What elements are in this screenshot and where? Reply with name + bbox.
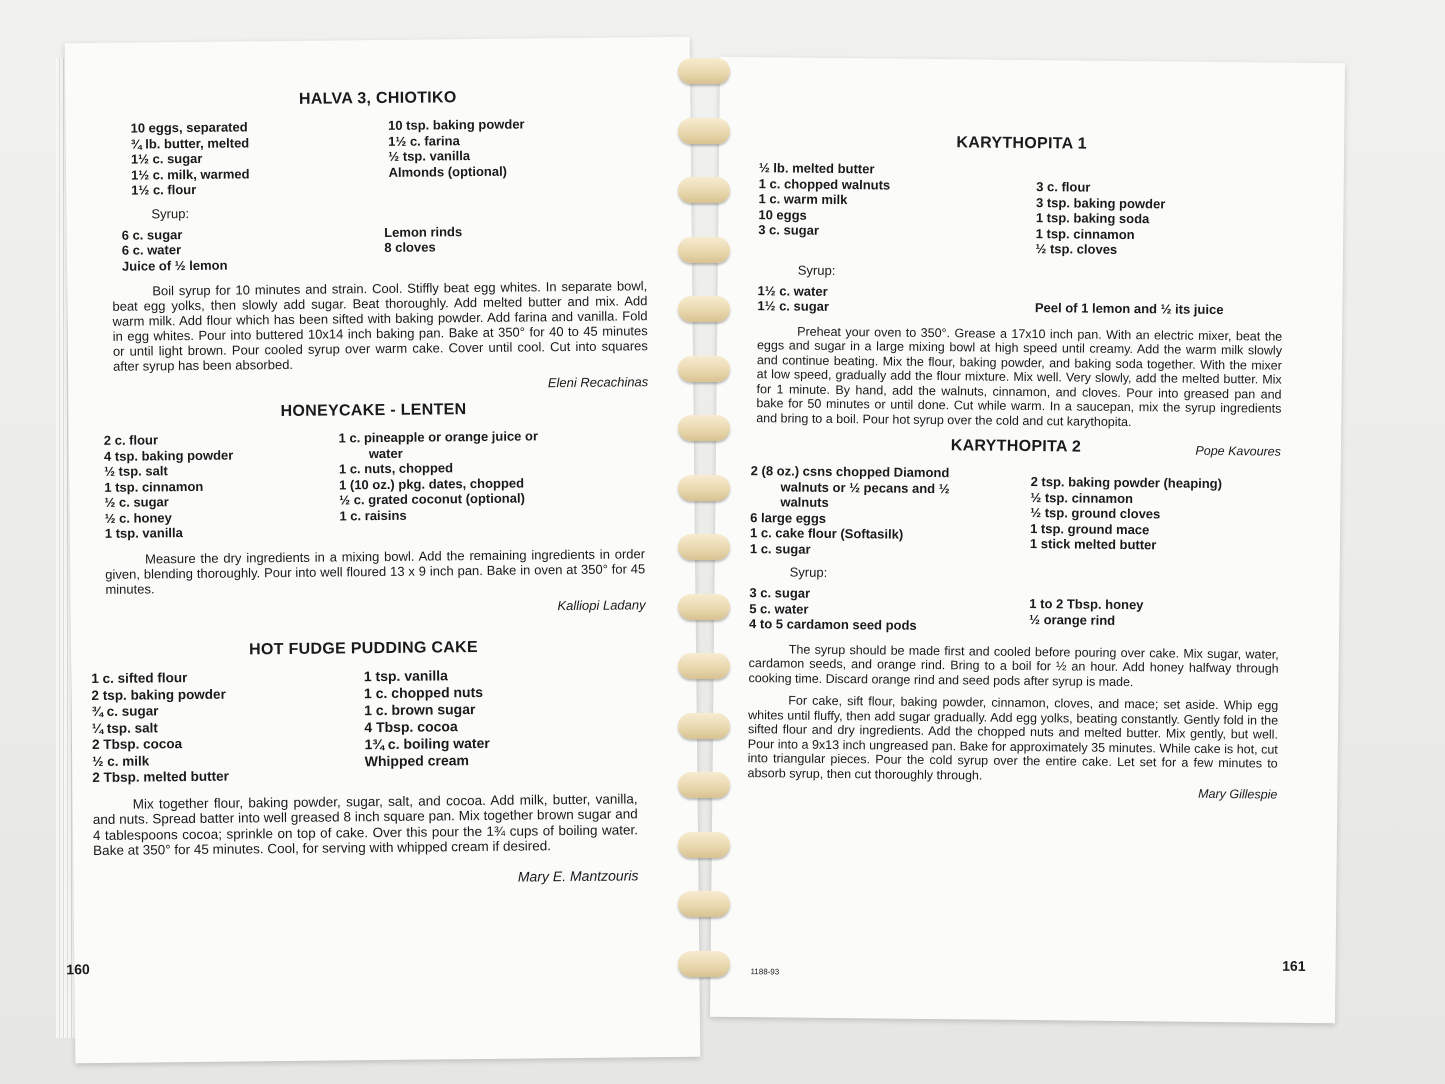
ingredient: 4 Tbsp. cocoa [364, 718, 458, 736]
syrup-ingredients [112, 222, 647, 274]
ingredient: 8 cloves [384, 239, 436, 255]
ingredient: 1 tsp. ground mace [1030, 520, 1150, 537]
recipe-title: HALVA 3, CHIOTIKO [298, 89, 457, 108]
ingredient: 1¾ c. boiling water [364, 734, 490, 753]
syrup-right [1005, 285, 1283, 319]
ingredient: 1 c. sugar [749, 540, 811, 557]
ingredient: 3 tsp. baking powder [1035, 194, 1166, 211]
recipe-halva [110, 87, 648, 395]
binding-coil [678, 713, 730, 739]
ingredients-right [339, 427, 645, 539]
syrup-left [757, 283, 1005, 317]
ingredient: 4 tsp. baking powder [103, 447, 234, 464]
ingredient: ½ tsp. salt [104, 463, 168, 479]
instructions: For cake, sift flour, baking powder, cinnamon, cloves, and mace; set aside. Whip egg whites until fluffy, then add sugar gradually. Add egg yolks, beating constantly. Gently fold in the sifted flour and dry ingredients. Add the chopped nuts and melted butter. Mix gently, but well. Pour into a 9x13 inch ungreased pan. Bake for approximately 35 minutes. While cake is hot, cut into triangular pieces. Pour the cold syrup over the entire cake. Let set for a few minutes to absorb syrup, then cut thoroughly through. [747, 693, 1279, 783]
recipe-title: KARYTHOPITA 2 [950, 437, 1082, 456]
ingredient: 1 tsp. baking soda [1035, 210, 1150, 227]
page-number: 161 [1282, 957, 1306, 974]
ingredient: 1 tsp. vanilla [363, 667, 448, 685]
ingredient: Juice of ½ lemon [121, 257, 228, 274]
recipe-author: Mary Gillespie [1198, 786, 1278, 802]
ingredients-left [110, 118, 388, 198]
ingredient: 10 eggs, separated [130, 119, 248, 136]
ingredient: 2 (8 oz.) csns chopped Diamond [750, 463, 950, 481]
ingredient: 3 c. sugar [758, 222, 820, 238]
ingredient: 1½ c. water [757, 282, 828, 299]
ingredient: 1 to 2 Tbsp. honey [1029, 596, 1144, 613]
ingredient: 2 Tbsp. melted butter [92, 768, 229, 786]
recipe-author: Mary E. Mantzouris [517, 866, 639, 885]
ingredient: 5 c. water [749, 600, 809, 617]
syrup-right [999, 588, 1279, 637]
binding-coil [678, 832, 730, 858]
ingredients [750, 463, 1281, 562]
ingredient: 2 tsp. baking powder [91, 686, 226, 703]
ingredient: 1 c. nuts, chopped [338, 460, 454, 477]
ingredient: 3 c. flour [1036, 179, 1091, 195]
ingredient: 1 c. pineapple or orange juice or [338, 428, 539, 446]
ingredient: ½ tsp. cloves [1035, 241, 1118, 257]
ingredient: ½ tsp. cinnamon [1030, 489, 1134, 506]
ingredient: 3 c. sugar [749, 585, 811, 601]
ingredient: 1 stick melted butter [1029, 536, 1157, 553]
binding-coil [678, 891, 730, 917]
recipe-title: HOT FUDGE PUDDING CAKE [249, 639, 479, 659]
ingredients [110, 115, 646, 198]
syrup-ingredients [757, 283, 1282, 319]
ingredient: 1 c. brown sugar [364, 701, 476, 719]
binding-coil [678, 237, 730, 263]
ingredients-left [750, 463, 1001, 559]
ingredient: 1 tsp. vanilla [104, 525, 183, 541]
syrup-label: Syrup: [797, 262, 836, 278]
ingredient: walnuts [780, 494, 829, 510]
binding-coil [678, 772, 730, 798]
binding-coil [678, 118, 730, 144]
ingredient: 1 c. chopped walnuts [758, 175, 891, 193]
binding-coil [678, 951, 730, 977]
binding-coil [678, 177, 730, 203]
recipe-hot-fudge [91, 637, 639, 888]
ingredient: 4 to 5 cardamon seed pods [749, 616, 917, 633]
binding-coil [678, 296, 730, 322]
ingredient: water [368, 445, 403, 461]
ingredient: ½ orange rind [1029, 611, 1116, 628]
recipe-title: HONEYCAKE - LENTEN [280, 401, 467, 421]
binding-coil [678, 475, 730, 501]
ingredients-left [104, 430, 340, 541]
recipe-author: Eleni Recachinas [547, 374, 649, 391]
ingredient: ½ c. grated coconut (optional) [339, 490, 525, 508]
instructions: Measure the dry ingredients in a mixing bowl. Add the remaining ingredients in order given, blending thoroughly. Pour into well floured 13 x 9 inch pan. Bake in oven at 350° for 45 minutes. [105, 545, 646, 597]
ingredient: 1 c. sifted flour [91, 670, 188, 687]
ingredient: 2 c. flour [103, 432, 159, 448]
ingredient: 6 c. water [121, 242, 182, 258]
ingredient: ¾ c. sugar [91, 703, 159, 720]
ingredient: ½ c. honey [104, 509, 172, 526]
ingredient: 1½ c. flour [131, 181, 197, 198]
ingredients-left [91, 668, 365, 786]
ingredients-right [1005, 163, 1283, 259]
ingredient: ½ tsp. ground cloves [1030, 505, 1161, 522]
ingredient: 2 Tbsp. cocoa [91, 736, 183, 753]
ingredient: ½ tsp. vanilla [388, 148, 471, 164]
ingredient: ½ lb. melted butter [758, 160, 875, 177]
instructions: Preheat your oven to 350°. Grease a 17x10 inch pan. With an electric mixer, beat the eggs and sugar in a large mixing bowl at high speed until creamy. Add the warm milk slowly and continue beating. Mix the flour, baking powder, and baking soda together. With the mixer at low speed, gradually add the flour mixture. Mix well. Very slowly, add the melted butter. Mix for 1 minute. By hand, add the walnuts, cinnamon, and cloves. Pour into greased pan and bake for 50 minutes or until done. Cut while warm. In a saucepan, mix the syrup ingredients and bring to a boil. Pour hot syrup over the cold and cut karythopita. [756, 324, 1283, 429]
ingredient: 1 tsp. cinnamon [104, 478, 204, 495]
binding-coil [678, 534, 730, 560]
syrup-ingredients [749, 585, 1279, 637]
ingredient: Lemon rinds [384, 223, 463, 240]
syrup-label: Syrup: [151, 205, 190, 221]
ingredient: 1 c. raisins [339, 507, 407, 523]
left-page [65, 37, 701, 1063]
ingredient: 1 c. warm milk [758, 191, 848, 208]
ingredient: 1½ c. farina [388, 132, 460, 149]
binding-coil [678, 356, 730, 382]
print-code: 1188-93 [750, 967, 780, 977]
page-number: 160 [66, 961, 90, 978]
ingredient: 1 c. chopped nuts [363, 683, 484, 702]
ingredient: 10 eggs [758, 206, 807, 223]
syrup-right [384, 222, 647, 271]
recipe-karythopita-2 [747, 435, 1281, 802]
ingredient: Peel of 1 lemon and ½ its juice [1034, 299, 1224, 317]
syrup-left [112, 224, 385, 273]
ingredient: 1½ c. sugar [130, 150, 203, 167]
ingredients [91, 665, 637, 786]
recipe-honeycake [103, 399, 645, 617]
syrup-left [749, 585, 999, 634]
recipe-title: KARYTHOPITA 1 [956, 134, 1087, 153]
ingredient: 10 tsp. baking powder [387, 116, 525, 133]
ingredient: 1 (10 oz.) pkg. dates, chopped [339, 475, 525, 492]
ingredients-left [758, 160, 1006, 256]
ingredient: 2 tsp. baking powder (heaping) [1030, 474, 1223, 492]
binding-coil [678, 415, 730, 441]
recipe-author: Pope Kavoures [1195, 443, 1282, 459]
ingredient: ¼ tsp. salt [91, 719, 158, 736]
binding-coil [678, 58, 730, 84]
recipe-author: Kalliopi Ladany [557, 596, 646, 613]
ingredient: 1½ c. sugar [757, 298, 830, 314]
ingredient: ¾ lb. butter, melted [130, 134, 250, 152]
ingredients-right [1000, 466, 1281, 562]
ingredients-right [364, 665, 638, 783]
ingredient: Almonds (optional) [388, 163, 508, 180]
ingredient: Whipped cream [364, 752, 470, 770]
binding-coil [678, 653, 730, 679]
ingredients-right [388, 115, 646, 195]
instructions: Boil syrup for 10 minutes and strain. Cool. Stiffly beat egg whites. In separate bowl, beat egg yolks, then slowly add sugar. Beat thoroughly. Add melted butter and mix. Add warm milk. Add flour which has been sifted with baking powder. Add farina and vanilla. Fold in egg whites. Pour into buttered 10x14 inch baking pan. Bake at 350° for 40 to 45 minutes or until light brown. Pour cooled syrup over warm cake. Cover until cool. Cut into squares after syrup has been absorbed. [112, 278, 648, 374]
syrup-label: Syrup: [789, 564, 828, 580]
recipe-karythopita-1 [756, 132, 1284, 458]
ingredient: 6 large eggs [750, 509, 827, 526]
ingredient: 6 c. sugar [121, 226, 183, 243]
right-page [710, 57, 1345, 1023]
instructions: The syrup should be made first and cooled before pouring over cake. Mix sugar, water, cardamon seeds, and orange rind. Bring to a boil for ½ an hour. Add honey halfway through cooking time. Discard orange rind and seed pods after syrup is made. [748, 642, 1279, 689]
binding-coil [678, 594, 730, 620]
ingredient: 1½ c. milk, warmed [130, 165, 250, 183]
ingredients [104, 427, 645, 541]
ingredient: ½ c. milk [92, 752, 150, 769]
spiral-binding [670, 50, 740, 1050]
ingredients [758, 160, 1284, 259]
ingredient: ½ c. sugar [104, 494, 169, 510]
ingredient: 1 c. cake flour (Softasilk) [749, 525, 904, 542]
instructions: Mix together flour, baking powder, sugar, salt, and cocoa. Add milk, butter, vanilla, and nuts. Spread batter into well greased 8 inch square pan. Mix together brown sugar and 4 tablespoons cocoa; sprinkle on top of cake. Over this pour the 1¾ cups of boiling water. Bake at 350° for 45 minutes. Cool, for serving with whipped cream if desired. [92, 790, 639, 859]
ingredient: walnuts or ½ pecans and ½ [780, 478, 950, 496]
ingredient: 1 tsp. cinnamon [1035, 225, 1135, 242]
